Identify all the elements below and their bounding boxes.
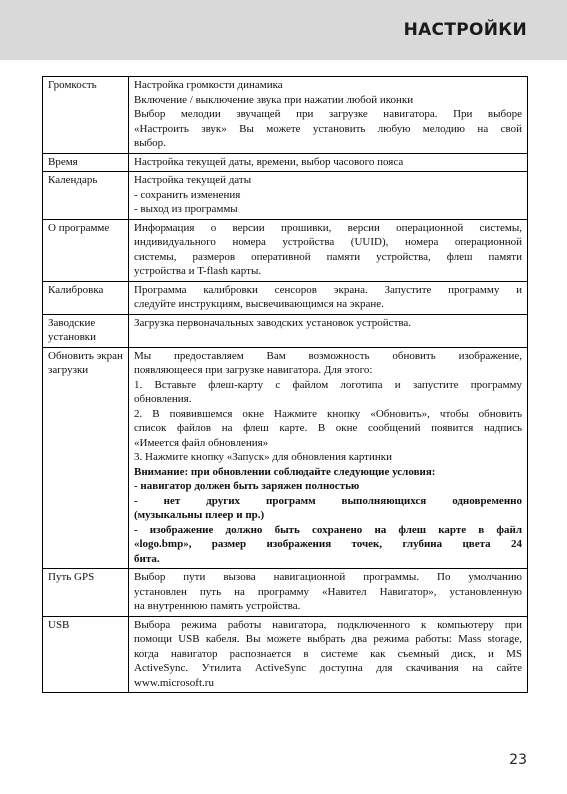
description-line: Внимание: при обновлении соблюдайте следующие условия: bbox=[134, 465, 436, 478]
description-line: - изображение должно быть сохранено на флеш карте в файл bbox=[134, 523, 522, 536]
setting-description-cell bbox=[129, 616, 528, 693]
page-number: 23 bbox=[509, 752, 527, 768]
description-line: 1. Вставьте флеш-карту с файлом логотипа и запустите программу bbox=[134, 378, 522, 391]
table-row bbox=[43, 616, 528, 693]
description-line: Информация о версии прошивки, версии операционной системы, bbox=[134, 221, 522, 234]
description-line: Мы предоставляем Вам возможность обновить изображение, bbox=[134, 349, 522, 362]
setting-description-cell bbox=[129, 281, 528, 314]
description-line: Настройка текущей даты bbox=[134, 174, 252, 186]
description-line: ActiveSync. Утилита ActiveSync доступна для скачивания на сайте bbox=[134, 662, 522, 674]
setting-description-cell bbox=[129, 153, 528, 172]
description-line: 3. Нажмите кнопку «Запуск» для обновления картинки bbox=[134, 451, 392, 463]
table-row bbox=[43, 281, 528, 314]
settings-table bbox=[42, 76, 528, 693]
description-line: когда навигатор распознается в системе как съемный диск, и MS bbox=[134, 647, 522, 660]
description-line: появляющееся при загрузке навигатора. Для этого: bbox=[134, 364, 373, 376]
setting-name: Обновить экран загрузки bbox=[48, 349, 123, 376]
setting-name-cell bbox=[43, 616, 129, 693]
description-line: Программа калибровки сенсоров экрана. Запустите программу и bbox=[134, 283, 522, 296]
setting-name-cell bbox=[43, 219, 129, 281]
setting-description-cell bbox=[129, 569, 528, 617]
setting-name: Громкость bbox=[48, 79, 97, 91]
description-line: - нет других программ выполняющихся одновременно bbox=[134, 494, 522, 507]
table-row bbox=[43, 569, 528, 617]
table-row bbox=[43, 172, 528, 220]
settings-table-body bbox=[43, 77, 528, 693]
description-line: - сохранить изменения bbox=[134, 188, 241, 201]
description-line: Выбор пути вызова навигационной программы. По умолчанию bbox=[134, 571, 522, 583]
description-line: на внутреннюю память устройства. bbox=[134, 600, 301, 612]
description-line: 2. В появившемся окне Нажмите кнопку «Обновить», чтобы обновить bbox=[134, 407, 522, 420]
description-line: список файлов на флеш карте. В окне сообщений появится надпись bbox=[134, 422, 522, 434]
description-line: следуйте инструкциям, высвечивающимся на экране. bbox=[134, 298, 384, 310]
setting-name-cell bbox=[43, 347, 129, 569]
description-line: Выбор мелодии звучащей при загрузке навигатора. При выборе bbox=[134, 108, 522, 120]
table-row bbox=[43, 314, 528, 347]
setting-name: Время bbox=[48, 155, 78, 168]
setting-name-cell bbox=[43, 153, 129, 172]
description-line: индивидуального номера устройства (UUID), номера операционной bbox=[134, 236, 522, 248]
setting-name-cell bbox=[43, 172, 129, 220]
setting-name: USB bbox=[48, 618, 70, 631]
description-line: установлен путь на программу «Навител Навигатор», установленную bbox=[134, 585, 522, 598]
description-line: помощи USB кабеля. Вы можете выбрать два режима работы: Mass storage, bbox=[134, 633, 522, 645]
description-line: Выбора режима работы навигатора, подключенного к компьютеру при bbox=[134, 618, 522, 631]
setting-name: Калибровка bbox=[48, 283, 104, 296]
setting-description-cell bbox=[129, 347, 528, 569]
description-line: (музыкальны плеер и пр.) bbox=[134, 509, 265, 521]
description-line: устройства и T-flash карты. bbox=[134, 265, 262, 277]
table-row bbox=[43, 219, 528, 281]
description-line: «Настроить звук» Вы можете установить любую мелодию на свой bbox=[134, 122, 522, 135]
setting-name: Путь GPS bbox=[48, 571, 95, 583]
setting-name-cell bbox=[43, 281, 129, 314]
setting-name: Календарь bbox=[48, 174, 98, 186]
table-row bbox=[43, 153, 528, 172]
description-line: бита. bbox=[134, 552, 160, 565]
setting-description-cell bbox=[129, 219, 528, 281]
description-line: - навигатор должен быть заряжен полностью bbox=[134, 480, 360, 492]
description-line: системы, размеров оперативной памяти устройства, флеш памяти bbox=[134, 250, 522, 263]
header-band bbox=[0, 0, 567, 60]
description-line: «logo.bmp», размер изображения точек, глубина цвета 24 bbox=[134, 538, 522, 550]
description-line: www.microsoft.ru bbox=[134, 676, 214, 689]
description-line: Настройка громкости динамика bbox=[134, 79, 283, 91]
description-line: выбор. bbox=[134, 137, 166, 149]
setting-name-cell bbox=[43, 569, 129, 617]
description-line: «Имеется файл обновления» bbox=[134, 436, 269, 449]
setting-name: Заводские установки bbox=[48, 316, 97, 343]
setting-description-cell bbox=[129, 172, 528, 220]
description-line: обновления. bbox=[134, 393, 192, 405]
table-row bbox=[43, 77, 528, 154]
setting-name-cell bbox=[43, 77, 129, 154]
description-line: Загрузка первоначальных заводских установок устройства. bbox=[134, 316, 412, 329]
table-row bbox=[43, 347, 528, 569]
page-title: НАСТРОЙКИ bbox=[403, 20, 527, 40]
setting-description-cell bbox=[129, 77, 528, 154]
description-line: Настройка текущей даты, времени, выбор часового пояса bbox=[134, 155, 404, 168]
description-line: Включение / выключение звука при нажатии любой иконки bbox=[134, 93, 414, 106]
setting-name: О программе bbox=[48, 221, 110, 234]
description-line: - выход из программы bbox=[134, 203, 238, 215]
setting-name-cell bbox=[43, 314, 129, 347]
setting-description-cell bbox=[129, 314, 528, 347]
